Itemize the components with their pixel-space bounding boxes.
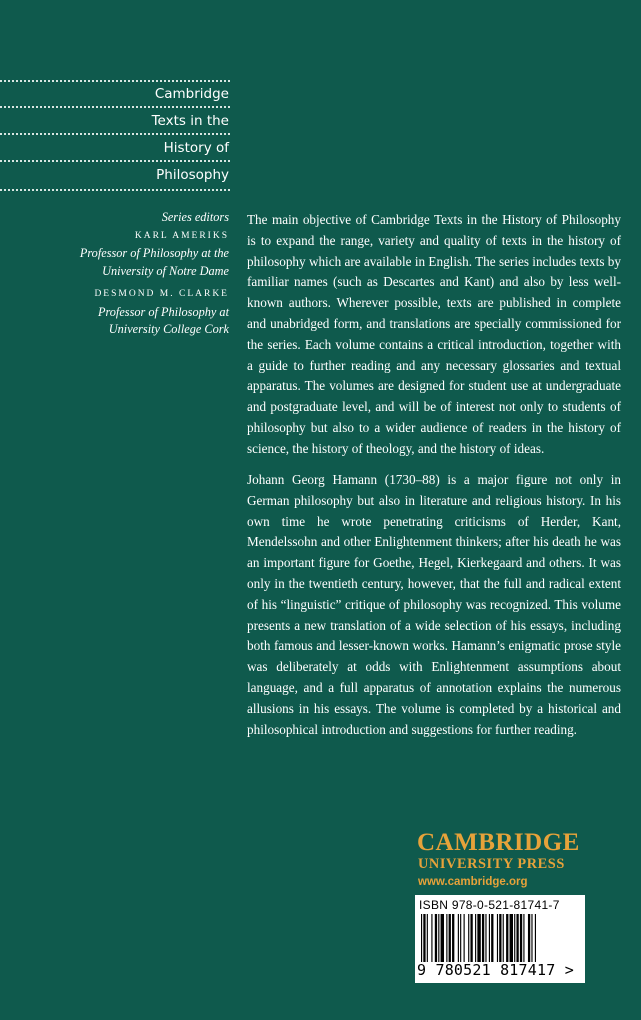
barcode-bar [516,914,518,962]
barcode-bar [458,914,459,962]
barcode-bar [523,914,524,962]
series-title-line-3: History of [163,140,229,156]
series-editors-label: Series editors [161,210,229,224]
barcode-bar [468,914,469,962]
barcode-bar [427,914,428,962]
series-description-paragraph: The main objective of Cambridge Texts in the History of Philosophy is to expand the range, variety and quality of texts in the history of philosophy which are available in English. The series includes texts by familiar names (such as Descartes and Kant) and also by less well-known authors. Wherever possible, texts are published in complete and unabridged form, and translations are specially commissioned for the series. Each volume contains a critical introduction, together with a guide to further reading and any necessary glossaries and textual apparatus. The volumes are designed for student use at undergraduate and postgraduate level, and will be of interest not only to students of philosophy but also to a wider audience of readers in the history of science, the history of theology, and the history of ideas. [247,212,621,456]
barcode-bar [528,914,530,962]
series-rule-bottom [0,189,230,191]
barcode-bar [423,914,425,962]
series-rule-top [0,80,230,82]
barcode-bar [497,914,498,962]
barcode-bar [475,914,476,962]
editor-affiliation: Professor of Philosophy at the [79,246,229,260]
editor-affiliation: Professor of Philosophy at [97,304,229,319]
barcode-bar [482,914,484,962]
barcode-bar [435,914,437,962]
barcode-bar [489,914,490,962]
barcode-bar [441,914,444,962]
barcode-bar [460,914,461,962]
barcode-bar [510,914,513,962]
book-description-paragraph: Johann Georg Hamann (1730–88) is a major figure not only in German philosophy but also in literature and religious history. In his own time he wrote penetrating criticisms of Herder, Kant, Mendelssohn and other Enlightenment thinkers; after his death he was an important figure for Goethe, Hegel, Kierkegaard and others. It was only in the twentieth century, however, that the full and radical extent of his “linguistic” critique of philosophy was recognized. This volume presents a new translation of a wide selection of his essays, including both famous and lesser-known works. Hamann’s enigmatic prose style was deliberately at odds with Enlightenment assumptions about language, and a full apparatus of annotation explains the numerous allusions in his essays. The volume is completed by a historical and philosophical introduction and suggestions for further reading. [247,472,621,737]
barcode-bar [499,914,501,962]
barcode-bar [520,914,522,962]
barcode-bar [464,914,465,962]
barcode-bar [514,914,515,962]
barcode-bar [449,914,451,962]
series-rule [0,160,230,162]
barcode-bar [452,914,454,962]
editor-name: KARL AMERIKS [134,230,229,241]
barcode-bar [485,914,486,962]
barcode-bar [470,914,472,962]
series-title-line-2: Texts in the [151,113,229,129]
series-rule [0,106,230,108]
barcode-bar [503,914,504,962]
barcode-digits: 9 780521 817417 > [417,961,574,979]
barcode-bar [421,914,422,962]
publisher-logo-name: CAMBRIDGE [417,829,580,856]
barcode-bar [491,914,493,962]
series-rule [0,133,230,135]
series-editors [0,209,229,339]
barcode-bar [506,914,508,962]
barcode-bar [535,914,536,962]
barcode-bar [438,914,439,962]
barcode-bar [477,914,480,962]
editor-name: DESMOND M. CLARKE [94,289,229,299]
barcode-bars [421,914,579,962]
editor-affiliation: University of Notre Dame [102,263,229,278]
isbn-label: ISBN 978-0-521-81741-7 [419,898,560,912]
series-title-line-1: Cambridge [154,86,229,102]
series-title-line-4: Philosophy [156,167,229,183]
barcode [415,895,585,983]
barcode-bar [431,914,432,962]
barcode-bar [531,914,532,962]
barcode-bar [446,914,447,962]
editor-affiliation: University College Cork [108,322,229,336]
publisher-logo-press: UNIVERSITY PRESS [418,856,565,872]
publisher-url: www.cambridge.org [418,876,528,888]
